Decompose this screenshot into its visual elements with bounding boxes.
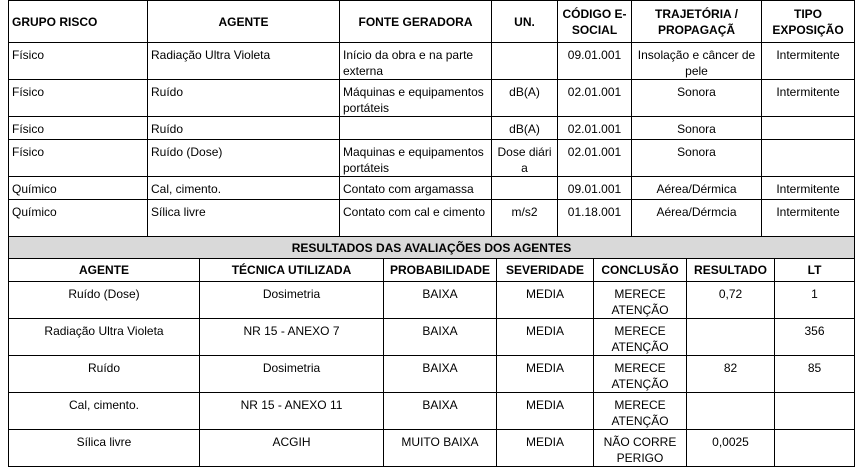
cell-source	[340, 117, 492, 140]
table-row	[9, 117, 855, 140]
header-source: FONTE GERADORA	[340, 1, 492, 43]
cell-source: Início da obra e na parte externa	[340, 43, 492, 80]
results-title: RESULTADOS DAS AVALIAÇÕES DOS AGENTES	[9, 237, 855, 259]
header-agent: AGENTE	[9, 259, 200, 282]
cell-conclusion: MERECE ATENÇÃO	[594, 356, 687, 393]
cell-group: Físico	[9, 43, 148, 80]
cell-exposure: Intermitente	[762, 80, 855, 117]
cell-exposure: Intermitente	[762, 177, 855, 200]
risk-agents-table	[8, 0, 855, 237]
cell-unit: dB(A)	[492, 117, 558, 140]
cell-exposure	[762, 117, 855, 140]
cell-lt: 356	[775, 319, 855, 356]
cell-group: Físico	[9, 140, 148, 177]
cell-result: 0,72	[687, 282, 775, 319]
cell-conclusion: MERECE ATENÇÃO	[594, 319, 687, 356]
cell-source: Máquinas e equipamentos portáteis	[340, 80, 492, 117]
header-severity: SEVERIDADE	[497, 259, 594, 282]
cell-technique: NR 15 - ANEXO 11	[200, 393, 384, 430]
cell-source: Contato com argamassa	[340, 177, 492, 200]
cell-agent: Radiação Ultra Violeta	[9, 319, 200, 356]
cell-group: Químico	[9, 200, 148, 237]
cell-severity: MEDIA	[497, 282, 594, 319]
header-technique: TÉCNICA UTILIZADA	[200, 259, 384, 282]
table-row	[9, 430, 855, 467]
header-exposure: TIPO EXPOSIÇÃO	[762, 1, 855, 43]
cell-probability: BAIXA	[384, 393, 497, 430]
cell-severity: MEDIA	[497, 430, 594, 467]
cell-unit: dB(A)	[492, 80, 558, 117]
cell-code: 02.01.001	[558, 80, 632, 117]
cell-agent: Ruído (Dose)	[148, 140, 340, 177]
header-path: TRAJETÓRIA / PROPAGAÇÃ	[632, 1, 762, 43]
cell-code: 02.01.001	[558, 117, 632, 140]
cell-conclusion: MERECE ATENÇÃO	[594, 282, 687, 319]
cell-lt	[775, 393, 855, 430]
cell-agent: Ruído	[9, 356, 200, 393]
table-row	[9, 356, 855, 393]
cell-result	[687, 319, 775, 356]
cell-group: Físico	[9, 117, 148, 140]
cell-path: Aérea/Dérmica	[632, 177, 762, 200]
cell-agent: Ruído	[148, 117, 340, 140]
risk-table-header	[9, 1, 855, 43]
header-agent: AGENTE	[148, 1, 340, 43]
cell-path: Sonora	[632, 80, 762, 117]
cell-technique: ACGIH	[200, 430, 384, 467]
cell-path: Sonora	[632, 140, 762, 177]
cell-conclusion: NÃO CORRE PERIGO	[594, 430, 687, 467]
cell-group: Físico	[9, 80, 148, 117]
table-row	[9, 80, 855, 117]
cell-source: Maquinas e equipamentos portáteis	[340, 140, 492, 177]
header-result: RESULTADO	[687, 259, 775, 282]
header-unit: UN.	[492, 1, 558, 43]
cell-agent: Ruído (Dose)	[9, 282, 200, 319]
cell-technique: NR 15 - ANEXO 7	[200, 319, 384, 356]
table-row	[9, 200, 855, 237]
cell-agent: Sílica livre	[148, 200, 340, 237]
cell-severity: MEDIA	[497, 319, 594, 356]
cell-agent: Radiação Ultra Violeta	[148, 43, 340, 80]
table-row	[9, 319, 855, 356]
cell-lt: 85	[775, 356, 855, 393]
cell-exposure: Intermitente	[762, 43, 855, 80]
results-title-row	[9, 237, 855, 259]
cell-conclusion: MERECE ATENÇÃO	[594, 393, 687, 430]
cell-probability: BAIXA	[384, 319, 497, 356]
cell-code: 01.18.001	[558, 200, 632, 237]
cell-result	[687, 393, 775, 430]
header-group-risk: GRUPO RISCO	[9, 1, 148, 43]
cell-probability: BAIXA	[384, 356, 497, 393]
cell-technique: Dosimetria	[200, 282, 384, 319]
cell-agent: Cal, cimento.	[9, 393, 200, 430]
cell-unit	[492, 177, 558, 200]
cell-group: Químico	[9, 177, 148, 200]
cell-code: 09.01.001	[558, 43, 632, 80]
cell-severity: MEDIA	[497, 393, 594, 430]
results-table	[8, 236, 855, 467]
table-row	[9, 177, 855, 200]
cell-path: Aérea/Dérmcia	[632, 200, 762, 237]
cell-result: 0,0025	[687, 430, 775, 467]
cell-severity: MEDIA	[497, 356, 594, 393]
table-row	[9, 43, 855, 80]
cell-exposure	[762, 140, 855, 177]
cell-result: 82	[687, 356, 775, 393]
cell-agent: Ruído	[148, 80, 340, 117]
cell-agent: Cal, cimento.	[148, 177, 340, 200]
cell-unit: m/s2	[492, 200, 558, 237]
cell-probability: BAIXA	[384, 282, 497, 319]
cell-path: Insolação e câncer de pele	[632, 43, 762, 80]
cell-code: 09.01.001	[558, 177, 632, 200]
cell-technique: Dosimetria	[200, 356, 384, 393]
cell-source: Contato com cal e cimento	[340, 200, 492, 237]
table-row	[9, 140, 855, 177]
cell-exposure: Intermitente	[762, 200, 855, 237]
cell-path: Sonora	[632, 117, 762, 140]
cell-probability: MUITO BAIXA	[384, 430, 497, 467]
header-probability: PROBABILIDADE	[384, 259, 497, 282]
header-lt: LT	[775, 259, 855, 282]
cell-agent: Sílica livre	[9, 430, 200, 467]
cell-code: 02.01.001	[558, 140, 632, 177]
cell-unit	[492, 43, 558, 80]
cell-lt: 1	[775, 282, 855, 319]
table-row	[9, 393, 855, 430]
cell-unit: Dose diári a	[492, 140, 558, 177]
table-row	[9, 282, 855, 319]
cell-lt	[775, 430, 855, 467]
results-table-header	[9, 259, 855, 282]
header-conclusion: CONCLUSÃO	[594, 259, 687, 282]
header-esocial-code: CÓDIGO E-SOCIAL	[558, 1, 632, 43]
